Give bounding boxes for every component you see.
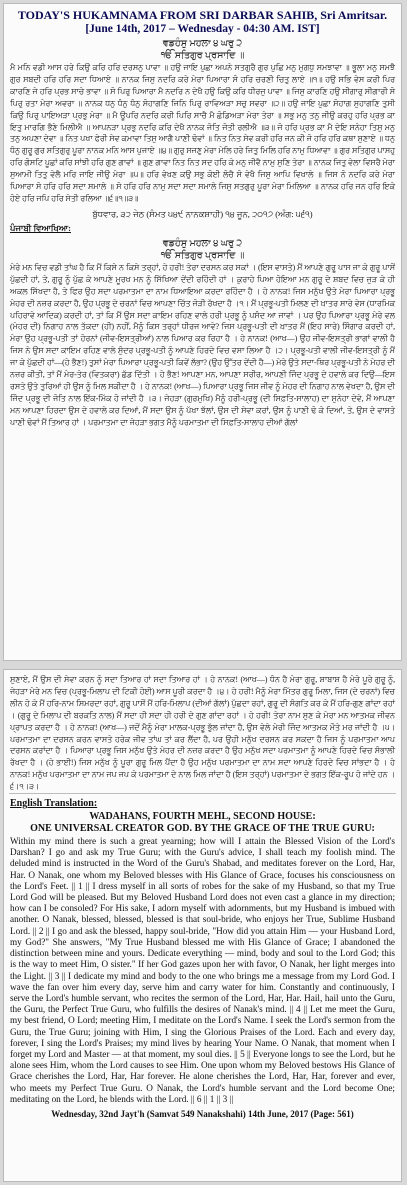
gurmukhi-ik-onkar: ੴ ਸਤਿਗੁਰ ਪ੍ਰਸਾਦਿ ॥	[160, 51, 245, 61]
header	[4, 4, 401, 38]
gurmukhi-text: ਮੈ ਮਨਿ ਵਡੀ ਆਸ ਹਰੇ ਕਿਉ ਕਰਿ ਹਰਿ ਦਰਸਨੁ ਪਾਵਾ ॥ ਹਉ ਜਾਇ ਪੁਛਾ ਅਪਨੇ ਸਤਗੁਰੈ ਗੁਰ ਪੁਛਿ ਮਨੁ ਮੁਗਧੁ ਸਮਝਾਵਾ ॥ ਭੂਲਾ ਮਨੁ ਸਮਝੈ ਗੁਰ ਸਬਦੀ ਹਰਿ ਹਰਿ ਸਦਾ ਧਿਆਏ ॥ ਨਾਨਕ ਜਿਸੁ ਨਦਰਿ ਕਰੇ ਮੇਰਾ ਪਿਆਰਾ ਸੋ ਹਰਿ ਚਰਣੀ ਚਿਤੁ ਲਾਏ ॥੧॥ ਹਉ ਸਭਿ ਵੇਸ ਕਰੀ ਪਿਰ ਕਾਰਣਿ ਜੇ ਹਰਿ ਪ੍ਰਭ ਸਾਚੇ ਭਾਵਾ ॥ ਸੋ ਪਿਰੁ ਪਿਆਰਾ ਮੈ ਨਦਰਿ ਨ ਦੇਖੈ ਹਉ ਕਿਉ ਕਰਿ ਧੀਰਜੁ ਪਾਵਾ ॥ ਜਿਸੁ ਕਾਰਣਿ ਹਉ ਸੀਗਾਰੁ ਸੀਗਾਰੀ ਸੋ ਪਿਰੁ ਰਤਾ ਮੇਰਾ ਅਵਰਾ ॥ ਨਾਨਕ ਧਨੁ ਧੰਨੁ ਧੰਨੁ ਸੋਹਾਗਣਿ ਜਿਨਿ ਪਿਰੁ ਰਾਵਿਅੜਾ ਸਚੁ ਸਵਰਾ ॥੨॥ ਹਉ ਜਾਇ ਪੁਛਾ ਸੋਹਾਗ ਸੁਹਾਗਣਿ ਤੁਸੀ ਕਿਉ ਪਿਰੁ ਪਾਇਅੜਾ ਪ੍ਰਭੁ ਮੇਰਾ ॥ ਮੈ ਊਪਰਿ ਨਦਰਿ ਕਰੀ ਪਿਰਿ ਸਾਚੈ ਮੈ ਛੋਡਿਅੜਾ ਮੇਰਾ ਤੇਰਾ ॥ ਸਭੁ ਮਨੁ ਤਨੁ ਜੀਉ ਕਰਹੁ ਹਰਿ ਪ੍ਰਭ ਕਾ ਇਤੁ ਮਾਰਗਿ ਭੈਣੇ ਮਿਲੀਐ ॥ ਆਪਨੜਾ ਪ੍ਰਭੁ ਨਦਰਿ ਕਰਿ ਦੇਖੈ ਨਾਨਕ ਜੋਤਿ ਜੋਤੀ ਰਲੀਐ ॥੩॥ ਜੋ ਹਰਿ ਪ੍ਰਭ ਕਾ ਮੈ ਦੇਇ ਸਨੇਹਾ ਤਿਸੁ ਮਨੁ ਤਨੁ ਅਪਣਾ ਦੇਵਾ ॥ ਨਿਤ ਪਖਾ ਫੇਰੀ ਸੇਵ ਕਮਾਵਾ ਤਿਸੁ ਆਗੈ ਪਾਣੀ ਢੋਵਾਂ ॥ ਨਿਤ ਨਿਤ ਸੇਵ ਕਰੀ ਹਰਿ ਜਨ ਕੀ ਜੋ ਹਰਿ ਹਰਿ ਕਥਾ ਸੁਣਾਏ ॥ ਧਨੁ ਧੰਨੁ ਗੁਰੂ ਗੁਰ ਸਤਿਗੁਰੁ ਪੂਰਾ ਨਾਨਕ ਮਨਿ ਆਸ ਪੁਜਾਏ ॥੪॥ ਗੁਰੁ ਸਜਣੁ ਮੇਰਾ ਮੇਲਿ ਹਰੇ ਜਿਤੁ ਮਿਲਿ ਹਰਿ ਨਾਮੁ ਧਿਆਵਾ ॥ ਗੁਰ ਸਤਿਗੁਰ ਪਾਸਹੁ ਹਰਿ ਗੋਸਟਿ ਪੂਛਾਂ ਕਰਿ ਸਾਂਝੀ ਹਰਿ ਗੁਣ ਗਾਵਾਂ ॥ ਗੁਣ ਗਾਵਾ ਨਿਤ ਨਿਤ ਸਦ ਹਰਿ ਕੇ ਮਨੁ ਜੀਵੈ ਨਾਮੁ ਸੁਣਿ ਤੇਰਾ ॥ ਨਾਨਕ ਜਿਤੁ ਵੇਲਾ ਵਿਸਰੈ ਮੇਰਾ ਸੁਆਮੀ ਤਿਤੁ ਵੇਲੈ ਮਰਿ ਜਾਇ ਜੀਉ ਮੇਰਾ ॥੫॥ ਹਰਿ ਵੇਖਣ ਕਉ ਸਭੁ ਕੋਈ ਲੋਚੈ ਸੋ ਵੇਖੈ ਜਿਸੁ ਆਪਿ ਵਿਖਾਲੇ ॥ ਜਿਸ ਨੋ ਨਦਰਿ ਕਰੇ ਮੇਰਾ ਪਿਆਰਾ ਸੋ ਹਰਿ ਹਰਿ ਸਦਾ ਸਮਾਲੇ ॥ ਸੋ ਹਰਿ ਹਰਿ ਨਾਮੁ ਸਦਾ ਸਦਾ ਸਮਾਲੇ ਜਿਸੁ ਸਤਗੁਰੁ ਪੂਰਾ ਮੇਰਾ ਮਿਲਿਆ ॥ ਨਾਨਕ ਹਰਿ ਜਨ ਹਰਿ ਇਕੇ ਹੋਏ ਹਰਿ ਜਪਿ ਹਰਿ ਸੇਤੀ ਰਲਿਆ ॥੬॥੧॥੩॥	[10, 63, 395, 203]
header-date: [June 14th, 2017 – Wednesday - 04:30 AM. IST]	[85, 23, 320, 35]
punjabi-ik-onkar: ੴ ਸਤਿਗੁਰ ਪ੍ਰਸਾਦਿ ॥	[160, 250, 245, 261]
english-text: Within my mind there is such a great yearning; how will I attain the Blessed Vision of the Lord's Darshan? I go and ask my True Guru; with the Guru's advice, I shall teach my foolish mind. The deluded mind is instructed in the Word of the Guru's Shabad, and meditates forever on the Lord, Har, Har. O Nanak, one whom my Beloved blesses with His Glance of Grace, focuses his consciousness on the Lord's Feet. || 1 || I dress myself in all sorts of robes for the sake of my Husband, so that my True Lord God will be pleased. But my Beloved Husband Lord does not even cast a glance in my direction; how can I be consoled? For His sake, I adorn myself with adornments, but my Husband is imbued with another. O Nanak, blessed, blessed, blessed is that soul-bride, who enjoys her True, Sublime Husband Lord. || 2 || I go and ask the blessed, happy soul-bride, "How did you attain Him — your Husband Lord, my God?" She answers, "My True Husband blessed me with His Glance of Grace; I abandoned the distinction between mine and yours. Dedicate everything — mind, body and soul to the Lord God; this is the way to meet Him, O sister." If her God gazes upon her with favor, O Nanak, her light merges into the Light. || 3 || I dedicate my mind and body to the one who brings me a message from my Lord God. I wave the fan over him every day, serve him and carry water for him. Constantly and continuously, I serve the Lord's humble servant, who recites the sermon of the Lord, Har, Har. Hail, hail unto the Guru, the Guru, the Perfect True Guru, who fulfills the desires of Nanak's mind. || 4 || Let me meet the Guru, my best friend, O Lord; meeting Him, I meditate on the Lord's Name. I seek the Lord's sermon from the Guru, the True Guru; joining with Him, I sing the Glorious Praises of the Lord. Each and every day, forever, I sing the Lord's Praises; my mind lives by hearing Your Name. O Nanak, that moment when I forget my Lord and Master — at that moment, my soul dies. || 5 || Everyone longs to see the Lord, but he alone sees Him, whom the Lord causes to see Him. One upon whom my Beloved bestows His Glance of Grace cherishes the Lord, Har, Har forever. He alone cherishes the Lord, Har, Har, forever and ever, who meets my Perfect True Guru. O Nanak, the Lord's humble servant and the Lord become One; meditating on the Lord, he blends with the Lord. || 6 || 1 || 3 ||	[10, 836, 395, 1104]
english-label: English Translation:	[10, 798, 98, 810]
divider	[9, 793, 396, 794]
english-date: Wednesday, 32nd Jayt'h (Samvat 549 Nanakshahi) 14th June, 2017 (Page: 561)	[51, 1108, 354, 1119]
punjabi-raag: ਵਡਹੰਸੁ ਮਹਲਾ ੪ ਘਰੁ ੨	[162, 238, 243, 249]
punjabi-text-bottom: ਸੁਣਾਏ, ਮੈਂ ਉਸ ਦੀ ਸੇਵਾ ਕਰਨ ਨੂੰ ਸਦਾ ਤਿਆਰ ਹਾਂ ਸਦਾ ਤਿਆਰ ਹਾਂ । ਹੇ ਨਾਨਕ! (ਆਖ—) ਧੰਨ ਹੈ ਮੇਰਾ ਗੁਰੂ, ਸ਼ਾਬਾਸ਼ ਹੈ ਮੇਰੇ ਪੂਰੇ ਗੁਰੂ ਨੂੰ, ਜੇਹੜਾ ਮੇਰੇ ਮਨ ਵਿਚ (ਪ੍ਰਭੂ-ਮਿਲਾਪ ਦੀ ਟਿਕੀ ਹੋਈ) ਆਸ ਪੂਰੀ ਕਰਦਾ ਹੈ ।੪। ਹੇ ਹਰੀ! ਮੈਨੂੰ ਮੇਰਾ ਮਿੱਤਰ ਗੁਰੂ ਮਿਲਾ, ਜਿਸ (ਦੇ ਚਰਨਾਂ) ਵਿਚ ਲੀਨ ਹੋ ਕੇ ਮੈਂ ਹਰਿ-ਨਾਮ ਸਿਮਰਦਾ ਰਹਾਂ, ਗੁਰੂ ਪਾਸੋਂ ਮੈਂ ਹਰਿ-ਮਿਲਾਪ (ਦੀਆਂ ਗੱਲਾਂ) ਪੁੱਛਦਾ ਰਹਾਂ, ਗੁਰੂ ਦੀ ਸੰਗਤਿ ਕਰ ਕੇ ਮੈਂ ਹਰਿ-ਗੁਣ ਗਾਂਦਾ ਰਹਾਂ । (ਗੁਰੂ ਦੇ ਮਿਲਾਪ ਦੀ ਬਰਕਤਿ ਨਾਲ) ਮੈਂ ਸਦਾ ਹੀ ਸਦਾ ਹੀ ਹਰੀ ਦੇ ਗੁਣ ਗਾਂਦਾ ਰਹਾਂ । ਹੇ ਹਰੀ! ਤੇਰਾ ਨਾਮ ਸੁਣ ਕੇ ਮੇਰਾ ਮਨ ਆਤਮਕ ਜੀਵਨ ਪ੍ਰਾਪਤ ਕਰਦਾ ਹੈ । ਹੇ ਨਾਨਕ! (ਆਖ—) ਜਦੋਂ ਮੈਨੂੰ ਮੇਰਾ ਮਾਲਕ-ਪ੍ਰਭੂ ਭੁੱਲ ਜਾਂਦਾ ਹੈ, ਉਸ ਵੇਲੇ ਮੇਰੀ ਜਿੰਦ ਆਤਮਕ ਮੌਤੇ ਮਰ ਜਾਂਦੀ ਹੈ ।੫। ਪਰਮਾਤਮਾ ਦਾ ਦਰਸਨ ਕਰਨ ਵਾਸਤੇ ਹਰੇਕ ਜੀਵ ਤਾਂਘ ਤਾਂ ਕਰ ਲੈਂਦਾ ਹੈ, ਪਰ ਉਹੀ ਮਨੁੱਖ ਦਰਸਨ ਕਰ ਸਕਦਾ ਹੈ ਜਿਸ ਨੂੰ ਪਰਮਾਤਮਾ ਆਪ ਦਰਸਨ ਕਰਾਂਦਾ ਹੈ । ਪਿਆਰਾ ਪ੍ਰਭੂ ਜਿਸ ਮਨੁੱਖ ਉਤੇ ਮੇਹਰ ਦੀ ਨਜ਼ਰ ਕਰਦਾ ਹੈ ਉਹ ਮਨੁੱਖ ਸਦਾ ਪਰਮਾਤਮਾ ਨੂੰ ਆਪਣੇ ਹਿਰਦੇ ਵਿਚ ਸੰਭਾਲੀ ਰੱਖਦਾ ਹੈ । (ਹੇ ਭਾਈ!) ਜਿਸ ਮਨੁੱਖ ਨੂੰ ਪੂਰਾ ਗੁਰੂ ਮਿਲ ਪੈਂਦਾ ਹੈ ਉਹ ਮਨੁੱਖ ਪਰਮਾਤਮਾ ਦਾ ਨਾਮ ਸਦਾ ਆਪਣੇ ਹਿਰਦੇ ਵਿਚ ਸਾਂਭਦਾ ਹੈ । ਹੇ ਨਾਨਕ! ਮਨੁੱਖ ਪਰਮਾਤਮਾ ਦਾ ਨਾਮ ਜਪ ਜਪ ਕੇ ਪਰਮਾਤਮਾ ਦੇ ਨਾਲ ਮਿਲ ਜਾਂਦਾ ਹੈ (ਇਸ ਤਰ੍ਹਾਂ) ਪਰਮਾਤਮਾ ਦੇ ਭਗਤ ਇੱਕ-ਰੂਪ ਹੋ ਜਾਂਦੇ ਹਨ ।੬।੧।੩।	[10, 675, 395, 792]
gurmukhi-raag: ਵਡਹੰਸੁ ਮਹਲਾ ੪ ਘਰੁ ੨	[162, 39, 243, 49]
page-title: TODAY'S HUKAMNAMA FROM SRI DARBAR SAHIB, Sri Amritsar.	[17, 8, 388, 22]
english-raag: WADAHANS, FOURTH MEHL, SECOND HOUSE:	[89, 811, 316, 823]
english-ik-onkar: ONE UNIVERSAL CREATOR GOD. BY THE GRACE OF THE TRUE GURU:	[30, 823, 375, 835]
bottom-panel	[3, 669, 402, 1182]
punjabi-label: ਪੰਜਾਬੀ ਵਿਆਖਿਆ:	[10, 222, 71, 233]
gurmukhi-date: ਬੁੱਧਵਾਰ, ੩੨ ਜੇਠ (ਸੰਮਤ ੫੪੯ ਨਾਨਕਸ਼ਾਹੀ) ੧੪ ਜੂਨ, ੨੦੧੭ (ਅੰਗ: ੫੬੧)	[92, 208, 313, 219]
top-panel	[3, 3, 402, 661]
punjabi-text-top: ਮੇਰੇ ਮਨ ਵਿਚ ਵਡੀ ਤਾਂਘ ਹੈ ਕਿ ਮੈਂ ਕਿਸੇ ਨ ਕਿਸੇ ਤਰ੍ਹਾਂ, ਹੇ ਹਰੀ! ਤੇਰਾ ਦਰਸਨ ਕਰ ਸਕਾਂ । (ਇਸ ਵਾਸਤੇ) ਮੈਂ ਆਪਣੇ ਗੁਰੂ ਪਾਸ ਜਾ ਕੇ ਗੁਰੂ ਪਾਸੋਂ ਪੁੱਛਦੀ ਹਾਂ, ਤੇ, ਗੁਰੂ ਨੂੰ ਪੁੱਛ ਕੇ ਆਪਣੇ ਮੂਰਖ ਮਨ ਨੂੰ ਸਿੱਖਿਆ ਦੇਂਦੀ ਰਹਿੰਦੀ ਹਾਂ । ਕੁਰਾਹੇ ਪਿਆ ਹੋਇਆ ਮਨ ਗੁਰੂ ਦੇ ਸ਼ਬਦ ਵਿਚ ਜੁੜ ਕੇ ਹੀ ਅਕਲ ਸਿੱਖਦਾ ਹੈ, ਤੇ ਫਿਰ ਉਹ ਸਦਾ ਪਰਮਾਤਮਾ ਦਾ ਨਾਮ ਧਿਆਇਆ ਕਰਦਾ ਰਹਿੰਦਾ ਹੈ । ਹੇ ਨਾਨਕ! ਜਿਸ ਮਨੁੱਖ ਉਤੇ ਮੇਰਾ ਪਿਆਰਾ ਪ੍ਰਭੂ ਮੇਹਰ ਦੀ ਨਜ਼ਰ ਕਰਦਾ ਹੈ, ਉਹ ਪ੍ਰਭੂ ਦੇ ਚਰਨਾਂ ਵਿਚ ਆਪਣਾ ਚਿੱਤ ਜੋੜੀ ਰੱਖਦਾ ਹੈ ।੧। ਮੈਂ ਪ੍ਰਭੂ-ਪਤੀ ਮਿਲਣ ਦੀ ਖ਼ਾਤਰ ਸਾਰੇ ਵੇਸ (ਧਾਰਮਿਕ ਪਹਿਰਾਵੇ ਆਦਿਕ) ਕਰਦੀ ਹਾਂ, ਤਾਂ ਕਿ ਮੈਂ ਉਸ ਸਦਾ ਕਾਇਮ ਰਹਿਣ ਵਾਲੇ ਹਰੀ ਪ੍ਰਭੂ ਨੂੰ ਪਸੰਦ ਆ ਜਾਵਾਂ । ਪਰ ਉਹ ਪਿਆਰਾ ਪ੍ਰਭੂ ਮੇਰੇ ਵਲ (ਮੇਹਰ ਦੀ) ਨਿਗਾਹ ਨਾਲ ਤੱਕਦਾ (ਹੀ) ਨਹੀਂ, ਮੈਨੂੰ ਕਿਸ ਤਰ੍ਹਾਂ ਧੀਰਜ ਆਵੇ? ਜਿਸ ਪ੍ਰਭੂ-ਪਤੀ ਦੀ ਖ਼ਾਤਰ ਮੈਂ (ਇਹ ਸਾਰੇ) ਸਿੰਗਾਰ ਕਰਦੀ ਹਾਂ, ਮੇਰਾ ਉਹ ਪ੍ਰਭੂ-ਪਤੀ ਤਾਂ ਹੋਰਨਾਂ (ਜੀਵ-ਇਸਤ੍ਰੀਆਂ) ਨਾਲ ਪਿਆਰ ਕਰ ਰਿਹਾ ਹੈ । ਹੇ ਨਾਨਕ! (ਆਖ—) ਉਹ ਜੀਵ-ਇਸਤ੍ਰੀ ਭਾਗਾਂ ਵਾਲੀ ਹੈ ਜਿਸ ਨੇ ਉਸ ਸਦਾ ਕਾਇਮ ਰਹਿਣ ਵਾਲੇ ਸੁੰਦਰ ਪ੍ਰਭੂ-ਪਤੀ ਨੂੰ ਆਪਣੇ ਹਿਰਦੇ ਵਿਚ ਵਸਾ ਲਿਆ ਹੈ ।੨। ਪ੍ਰਭੂ-ਪਤੀ ਵਾਲੀ ਜੀਵ-ਇਸਤ੍ਰੀ ਨੂੰ ਮੈਂ ਜਾ ਕੇ ਪੁੱਛਦੀ ਹਾਂ—(ਹੇ ਭੈਣ!) ਤੁਸਾਂ ਮੇਰਾ ਪਿਆਰਾ ਪ੍ਰਭੂ-ਪਤੀ ਕਿਵੇਂ ਲੱਭਾ? (ਉਹ ਉੱਤਰ ਦੇਂਦੀ ਹੈ—) ਮੇਰੇ ਉਤੇ ਸਦਾ-ਥਿਰ ਪ੍ਰਭੂ-ਪਤੀ ਨੇ ਮੇਹਰ ਦੀ ਨਜ਼ਰ ਕੀਤੀ, ਤਾਂ ਮੈਂ ਮੇਰ-ਤੇਰ (ਵਿਤਕਰਾ) ਛੱਡ ਦਿੱਤੀ । ਹੇ ਭੈਣ! ਆਪਣਾ ਮਨ, ਆਪਣਾ ਸਰੀਰ, ਆਪਣੀ ਜਿੰਦ ਪ੍ਰਭੂ ਦੇ ਹਵਾਲੇ ਕਰ ਦਿਉ—ਇਸ ਰਸਤੇ ਉਤੇ ਤੁਰਿਆਂ ਹੀ ਉਸ ਨੂੰ ਮਿਲ ਸਕੀਦਾ ਹੈ । ਹੇ ਨਾਨਕ! (ਆਖ—) ਪਿਆਰਾ ਪ੍ਰਭੂ ਜਿਸ ਜੀਵ ਨੂੰ ਮੇਹਰ ਦੀ ਨਿਗਾਹ ਨਾਲ ਵੇਖਦਾ ਹੈ, ਉਸ ਦੀ ਜਿੰਦ ਪ੍ਰਭੂ ਦੀ ਜੋਤਿ ਨਾਲ ਇੱਕ-ਮਿੱਕ ਹੋ ਜਾਂਦੀ ਹੈ ।੩। ਜੇਹੜਾ (ਗੁਰਮੁਖਿ) ਮੈਨੂੰ ਹਰੀ-ਪ੍ਰਭੂ (ਦੀ ਸਿਫ਼ਤਿ-ਸਾਲਾਹ) ਦਾ ਸੁਨੇਹਾ ਦੇਵੇ, ਮੈਂ ਆਪਣਾ ਮਨ ਆਪਣਾ ਹਿਰਦਾ ਉਸ ਦੇ ਹਵਾਲੇ ਕਰ ਦਿਆਂ, ਮੈਂ ਸਦਾ ਉਸ ਨੂੰ ਪੱਖਾ ਝੱਲਾਂ, ਉਸ ਦੀ ਸੇਵਾ ਕਰਾਂ, ਉਸ ਨੂੰ ਪਾਣੀ ਢੋ ਕੇ ਦਿਆਂ, ਤੇ, ਉਸ ਦੇ ਵਾਸਤੇ ਪਾਣੀ ਢੋਵਾਂ ਮੈਂ ਤਿਆਰ ਹਾਂ । ਪਰਮਾਤਮਾ ਦਾ ਜੇਹੜਾ ਭਗਤ ਮੈਨੂੰ ਪਰਮਾਤਮਾ ਦੀ ਸਿਫ਼ਤਿ-ਸਾਲਾਹ ਦੀਆਂ ਗੱਲਾਂ	[10, 262, 395, 427]
